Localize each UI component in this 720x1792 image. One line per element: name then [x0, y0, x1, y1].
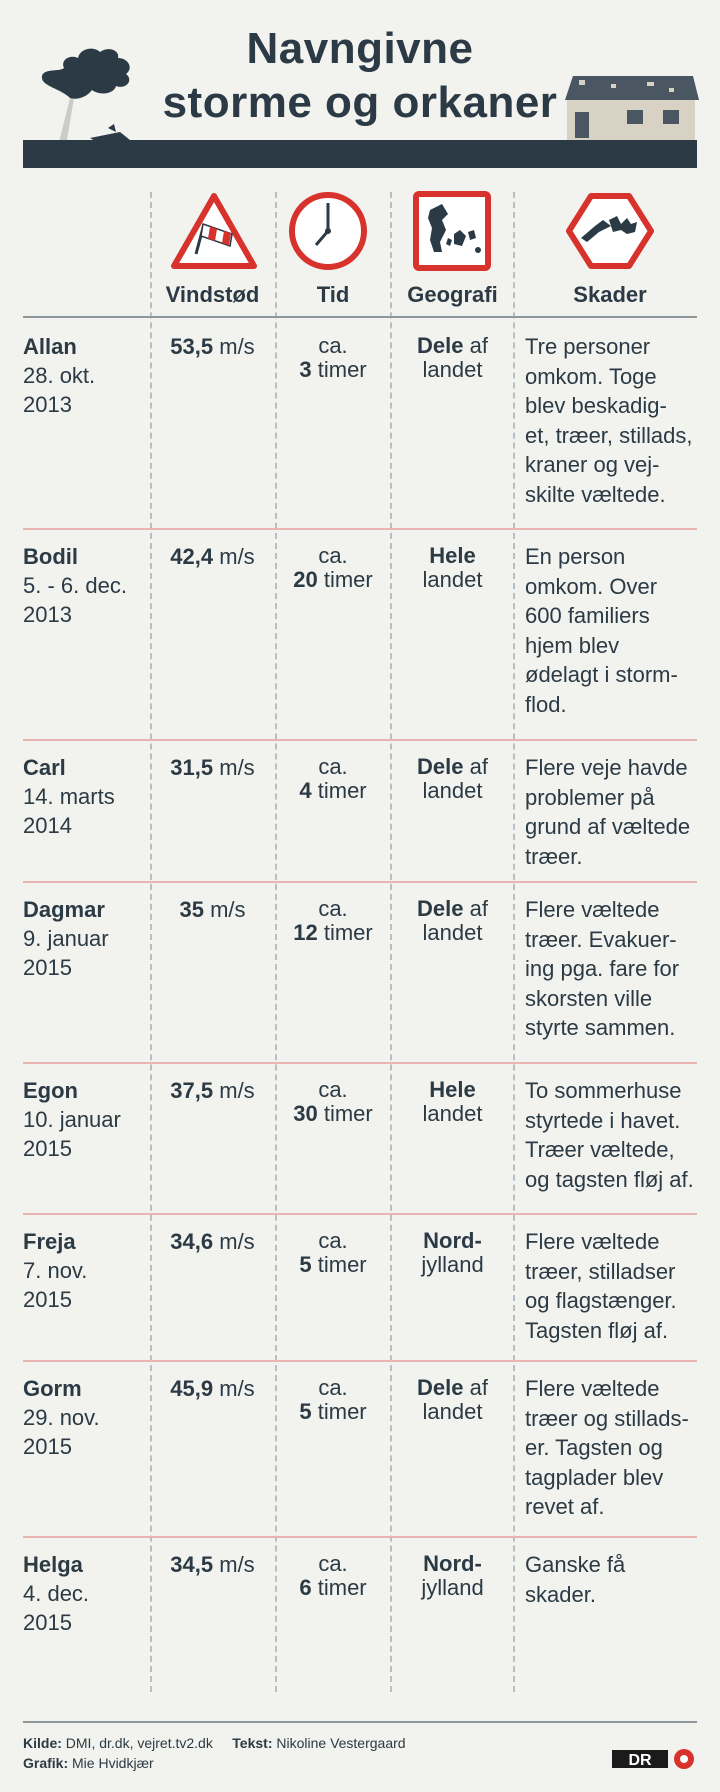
duration-unit: timer [311, 1575, 367, 1600]
storm-name: Carl [23, 755, 66, 780]
duration [278, 334, 388, 382]
geography-line-2: landet [422, 1101, 483, 1126]
duration-unit: timer [311, 357, 367, 382]
storm-date-line-1: 5. - 6. dec. [23, 573, 127, 598]
duration-number: 6 [299, 1575, 312, 1600]
storm-date-line-2: 2013 [23, 602, 72, 627]
damage-line: grund af væltede [525, 814, 691, 839]
duration [278, 1552, 388, 1600]
storm-date-line-2: 2014 [23, 813, 72, 838]
column-header-time: Tid [316, 282, 350, 307]
geography-bold: Hele [429, 543, 476, 568]
geography-line-2: jylland [421, 1252, 484, 1277]
text-value: Nikoline Vestergaard [272, 1735, 406, 1751]
damage-line: Tagsten fløj af. [525, 1317, 669, 1343]
damage-line: er. Tagsten og [525, 1435, 663, 1460]
duration-prefix: ca. [318, 333, 348, 358]
storm-date [23, 1256, 87, 1314]
source-label: Kilde: [23, 1735, 62, 1751]
damage-line: omkom. Toge [525, 363, 657, 389]
geography-rest: af [463, 333, 488, 358]
storm-date-line-2: 2015 [23, 1610, 72, 1635]
storm-date-line-2: 2015 [23, 1434, 72, 1459]
damage-line: flod. [525, 691, 567, 717]
wind-value: 37,5 [170, 1078, 214, 1103]
damage-line: og tagsten fløj af. [525, 1166, 694, 1192]
clock-icon [287, 190, 369, 272]
damage-line: kraner og vej- [525, 452, 660, 477]
wind-unit: m/s [203, 897, 246, 922]
storm-date [23, 924, 109, 982]
column-divider [275, 192, 277, 1692]
duration-unit: timer [311, 778, 367, 803]
geography-line-2: landet [422, 920, 483, 945]
damage-text [525, 332, 715, 509]
damage-line: problemer på [525, 784, 655, 810]
storm-date-line-1: 4. dec. [23, 1581, 90, 1606]
storm-date-line-2: 2015 [23, 1287, 72, 1312]
title-line-2: storme og orkaner [162, 78, 558, 127]
wind-unit: m/s [213, 544, 255, 569]
storm-date-line-2: 2013 [23, 392, 72, 417]
duration-unit: timer [311, 1252, 367, 1277]
dr-logo-text: DR [628, 1752, 652, 1769]
damage-line: et, træer, stillads, [525, 422, 693, 448]
damage-line: skorsten ville [525, 985, 653, 1011]
duration-prefix: ca. [318, 1228, 348, 1253]
damage-line: ing pga. fare for [525, 956, 680, 981]
duration-prefix: ca. [318, 543, 348, 568]
duration-number: 3 [299, 357, 312, 382]
wind-value: 53,5 [170, 334, 214, 359]
geography-line-2: landet [422, 567, 483, 592]
storm-date [23, 361, 95, 419]
wind-gust [155, 753, 270, 782]
damage-line: Flere væltede [525, 1229, 660, 1254]
wind-unit: m/s [213, 1376, 255, 1401]
wind-value: 34,5 [170, 1552, 214, 1577]
duration-number: 5 [299, 1399, 312, 1424]
wind-value: 42,4 [170, 544, 214, 569]
damage-line: Tre personer [525, 334, 651, 359]
wind-value: 45,9 [170, 1376, 214, 1401]
graphic-label: Grafik: [23, 1755, 69, 1771]
duration-number: 12 [293, 920, 318, 945]
text-label: Tekst: [232, 1735, 273, 1751]
geography-line-2: landet [422, 1399, 483, 1424]
storm-name: Gorm [23, 1376, 82, 1401]
credits [23, 1733, 406, 1773]
storm-date-line-1: 9. januar [23, 926, 109, 951]
geography-bold: Dele [417, 896, 464, 921]
duration [278, 1078, 388, 1126]
wind-unit: m/s [213, 334, 255, 359]
wind-gust [155, 1374, 270, 1403]
duration [278, 1229, 388, 1277]
duration-unit: timer [317, 1101, 373, 1126]
geography-line-2: landet [422, 357, 483, 382]
geography [395, 544, 510, 592]
duration-unit: timer [317, 920, 373, 945]
denmark-map-icon [412, 190, 492, 272]
duration [278, 755, 388, 803]
wind-unit: m/s [213, 1552, 255, 1577]
damage-line: træer. [525, 843, 583, 869]
damage-line: Flere væltede [525, 897, 660, 922]
damage-text [525, 753, 715, 871]
source-value: DMI, dr.dk, vejret.tv2.dk [61, 1735, 213, 1751]
damage-text [525, 895, 715, 1043]
duration [278, 1376, 388, 1424]
geography-bold: Nord- [423, 1551, 482, 1576]
column-divider [390, 192, 392, 1692]
column-header-geo: Geografi [407, 282, 498, 307]
row-divider [23, 1062, 697, 1064]
ground-bar [23, 140, 697, 168]
duration-unit: timer [311, 1399, 367, 1424]
duration-prefix: ca. [318, 896, 348, 921]
storm-date [23, 782, 115, 840]
storm-date [23, 571, 127, 629]
wind-gust [155, 332, 270, 361]
damage-line: styrte sammen. [525, 1015, 676, 1040]
damage-line: Flere veje havde [525, 755, 688, 780]
storm-date [23, 1579, 89, 1637]
geography-rest: af [463, 896, 488, 921]
storm-date-line-1: 10. januar [23, 1107, 121, 1132]
storm-name: Freja [23, 1229, 76, 1254]
wind-value: 34,6 [170, 1229, 214, 1254]
geography-line-2: landet [422, 778, 483, 803]
damage-line: Flere væltede [525, 1376, 660, 1401]
geography-bold: Dele [417, 1375, 464, 1400]
damage-line: skader. [525, 1581, 596, 1607]
storm-date-line-1: 14. marts [23, 784, 115, 809]
storm-date-line-1: 29. nov. [23, 1405, 100, 1430]
wind-gust [155, 1227, 270, 1256]
damage-line: træer, stilladser [525, 1258, 676, 1284]
damage-line: blev beskadig- [525, 393, 667, 418]
damage-line: omkom. Over [525, 573, 658, 599]
geography [395, 334, 510, 382]
damage-line: styrtede i havet. [525, 1107, 681, 1133]
row-divider [23, 1360, 697, 1362]
damage-line: Træer væltede, [525, 1137, 675, 1162]
damage-text [525, 1550, 715, 1609]
geography-bold: Nord- [423, 1228, 482, 1253]
damage-text [525, 542, 715, 719]
storm-date-line-1: 28. okt. [23, 363, 96, 388]
graphic-value: Mie Hvidkjær [68, 1755, 154, 1771]
duration-number: 30 [293, 1101, 318, 1126]
geography-bold: Dele [417, 754, 464, 779]
row-divider [23, 1213, 697, 1215]
storm-name: Egon [23, 1078, 78, 1103]
footer-divider [23, 1721, 697, 1723]
windsock-warning-icon [170, 190, 258, 272]
damage-text [525, 1076, 715, 1194]
storm-date-line-2: 2015 [23, 1136, 72, 1161]
row-divider [23, 739, 697, 741]
duration [278, 544, 388, 592]
damage-line: Ganske få [525, 1552, 626, 1577]
geography [395, 755, 510, 803]
wind-unit: m/s [213, 1229, 255, 1254]
damage-line: En person [525, 544, 626, 569]
damage-line: ødelagt i storm- [525, 662, 678, 687]
wind-gust [155, 1076, 270, 1105]
wind-value: 31,5 [170, 755, 214, 780]
geography [395, 897, 510, 945]
wind-value: 35 [179, 897, 204, 922]
geography-bold: Dele [417, 333, 464, 358]
column-header-wind: Vindstød [165, 282, 260, 307]
damaged-house-icon [565, 72, 700, 150]
storm-damage-icon [565, 190, 655, 272]
damage-line: træer og stillads- [525, 1405, 689, 1431]
row-divider [23, 528, 697, 530]
dr-logo [612, 1748, 697, 1770]
wind-gust [155, 542, 270, 571]
geography-rest: af [463, 1375, 488, 1400]
damage-line: 600 familiers [525, 603, 650, 628]
header-divider [23, 316, 697, 318]
damage-line: tagplader blev [525, 1464, 664, 1490]
storm-date-line-2: 2015 [23, 955, 72, 980]
storm-name: Dagmar [23, 897, 105, 922]
duration-prefix: ca. [318, 1375, 348, 1400]
column-divider [150, 192, 152, 1692]
title-line-1: Navngivne [246, 24, 474, 73]
row-divider [23, 1536, 697, 1538]
wind-gust [155, 895, 270, 924]
wind-unit: m/s [213, 755, 255, 780]
storm-name: Bodil [23, 544, 78, 569]
duration-prefix: ca. [318, 1551, 348, 1576]
wind-unit: m/s [213, 1078, 255, 1103]
row-divider [23, 881, 697, 883]
damage-line: hjem blev [525, 632, 620, 658]
duration-prefix: ca. [318, 1077, 348, 1102]
storm-date [23, 1105, 121, 1163]
column-header-damage: Skader [573, 282, 647, 307]
damage-line: skilte væltede. [525, 481, 666, 507]
column-icons [0, 190, 720, 272]
header [0, 0, 720, 170]
duration-number: 4 [299, 778, 312, 803]
storm-name: Helga [23, 1552, 83, 1577]
damage-line: og flagstænger. [525, 1288, 677, 1313]
geography [395, 1552, 510, 1600]
damage-line: revet af. [525, 1494, 605, 1519]
storm-date [23, 1403, 100, 1461]
geography-line-2: jylland [421, 1575, 484, 1600]
geography [395, 1376, 510, 1424]
damage-text [525, 1227, 715, 1345]
column-divider [513, 192, 515, 1692]
damage-text [525, 1374, 715, 1522]
geography-bold: Hele [429, 1077, 476, 1102]
duration-number: 5 [299, 1252, 312, 1277]
duration-number: 20 [293, 567, 318, 592]
storm-date-line-1: 7. nov. [23, 1258, 88, 1283]
damage-line: træer. Evakuer- [525, 926, 677, 952]
wind-gust [155, 1550, 270, 1579]
duration-prefix: ca. [318, 754, 348, 779]
geography [395, 1078, 510, 1126]
storm-name: Allan [23, 334, 77, 359]
geography [395, 1229, 510, 1277]
geography-rest: af [463, 754, 488, 779]
damage-line: To sommerhuse [525, 1078, 682, 1103]
duration [278, 897, 388, 945]
duration-unit: timer [317, 567, 373, 592]
